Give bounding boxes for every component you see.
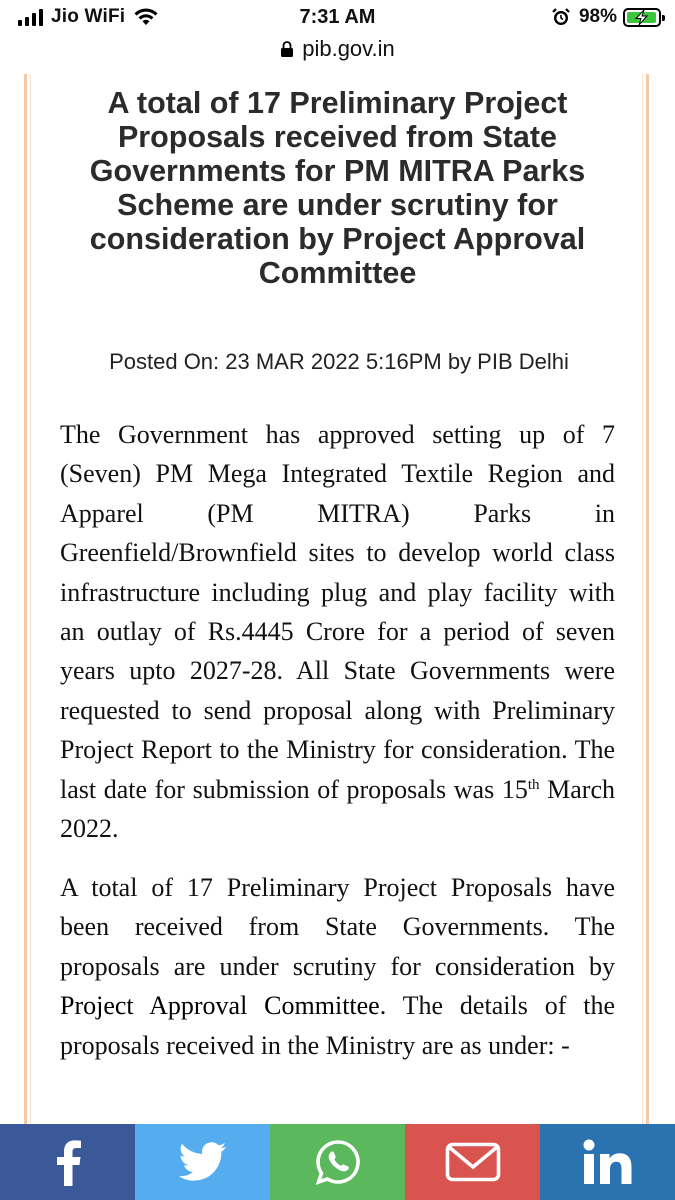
share-linkedin-button[interactable]: [540, 1124, 675, 1200]
page-border-left: [24, 74, 27, 1124]
page-border-right: [646, 74, 649, 1124]
posted-date: Posted On: 23 MAR 2022 5:16PM by PIB Delhi: [109, 349, 569, 374]
share-facebook-button[interactable]: [0, 1124, 135, 1200]
carrier-name: Jio WiFi: [51, 6, 126, 27]
article-paragraph-1: [60, 415, 615, 848]
whatsapp-icon: [315, 1139, 361, 1185]
battery-percent: 98%: [578, 6, 617, 27]
twitter-icon: [179, 1142, 227, 1182]
paragraph-2-highlight: Project Approval Committee: [60, 991, 380, 1021]
battery-icon: [623, 8, 661, 27]
ordinal-suffix: th: [527, 776, 540, 793]
article-paragraph-2: [60, 868, 615, 1065]
email-icon: [445, 1142, 501, 1182]
article-page: [0, 74, 675, 1124]
share-bar: [0, 1124, 675, 1200]
share-twitter-button[interactable]: [135, 1124, 270, 1200]
share-email-button[interactable]: [405, 1124, 540, 1200]
page-border-right-inner: [642, 74, 643, 1124]
status-right: [551, 6, 661, 28]
alarm-icon: [551, 7, 571, 27]
article-headline: A total of 17 Preliminary Project Proposals received from State Governments for PM MITRA Parks Scheme are under scrutiny for consideration by Project Approval Committee: [89, 86, 586, 290]
status-bar: [0, 0, 675, 36]
share-whatsapp-button[interactable]: [270, 1124, 405, 1200]
url-text: pib.gov.in: [302, 36, 395, 61]
lock-icon: [280, 40, 294, 58]
facebook-icon: [53, 1138, 83, 1186]
paragraph-1-main: The Government has approved setting up of 7 (Seven) PM Mega Integrated Textile Region and Apparel (PM MITRA) Parks in Greenfield/Brownfield sites to develop world class infrastructure including plug and play facility with an outlay of Rs.4445 Crore for a period of seven years upto 2027-28. All State Governments were requested to send proposal along with Preliminary Project Report to the Ministry for consideration. The last date for submission of proposals was 15: [60, 420, 615, 804]
clock: 7:31 AM: [299, 6, 376, 28]
paragraph-2-start: A total of 17 Preliminary Project Proposals have been received from State Governments. The proposals are under scrutiny for consideration by: [60, 873, 615, 981]
linkedin-icon: [583, 1139, 633, 1185]
url-bar[interactable]: [0, 36, 675, 74]
paragraph-1-end: March 2022.: [60, 774, 615, 844]
page-border-left-inner: [30, 74, 31, 1124]
paragraph-2-end: . The details of the proposals received in the Ministry are as under: -: [60, 991, 615, 1060]
charging-bolt-icon: [625, 10, 659, 25]
